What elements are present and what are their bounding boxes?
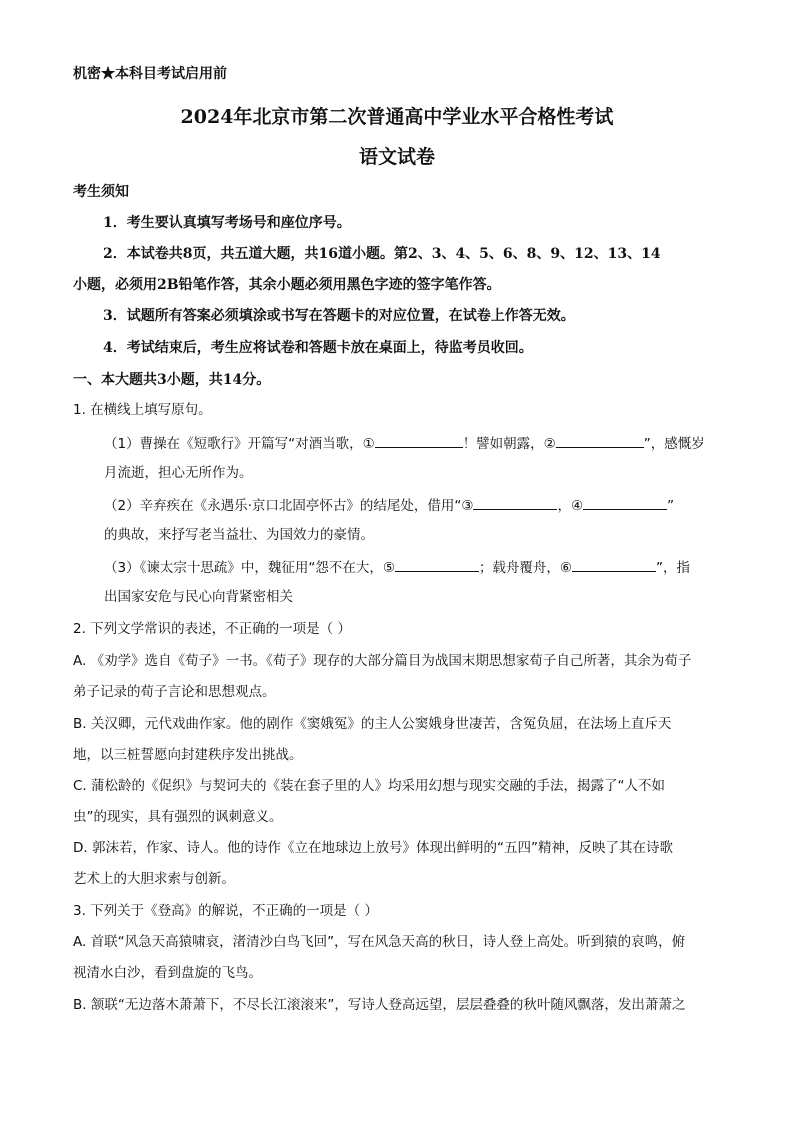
option-line: A. 《劝学》选自《荀子》一书。《荀子》现存的大部分篇目为战国末期思想家荀子自己所著，其余为荀子 <box>73 653 692 669</box>
text-segment: ，④ <box>557 498 584 514</box>
text-segment: （3）《谏太宗十思疏》中，魏征用“怨不在大，⑤ <box>104 560 395 576</box>
answer-blank-5[interactable] <box>395 556 479 572</box>
answer-blank-2[interactable] <box>556 432 644 448</box>
notice-item: 2．本试卷共8页，共五道大题，共16道小题。第2、3、4、5、6、8、9、12、13、14 <box>103 246 661 262</box>
confidential-label: 机密★本科目考试启用前 <box>73 66 227 82</box>
option-line: 地，以三桩誓愿向封建秩序发出挑战。 <box>73 747 303 763</box>
answer-blank-4[interactable] <box>583 494 667 510</box>
option-line: 视清水白沙，看到盘旋的飞鸟。 <box>73 965 262 981</box>
notice-heading: 考生须知 <box>73 184 129 200</box>
notice-item: 小题，必须用2B铅笔作答，其余小题必须用黑色字迹的签字笔作答。 <box>73 277 501 293</box>
option-line: 弟子记录的荀子言论和思想观点。 <box>73 684 276 700</box>
exam-title: 2024年北京市第二次普通高中学业水平合格性考试 <box>180 106 614 128</box>
option-line: A. 首联“风急天高猿啸哀，渚清沙白鸟飞回”，写在风急天高的秋日，诗人登上高处。听到猿的哀鸣，俯 <box>73 934 686 950</box>
exam-subtitle: 语文试卷 <box>358 146 435 168</box>
text-segment: （1）曹操在《短歌行》开篇写“对酒当歌，① <box>104 436 375 452</box>
answer-blank-1[interactable] <box>375 432 463 448</box>
text-segment: ”，感慨岁 <box>643 436 705 452</box>
text-segment: （2）辛弃疾在《永遇乐·京口北固亭怀古》的结尾处，借用“③ <box>104 498 474 514</box>
option-line: 艺术上的大胆求索与创新。 <box>73 871 235 887</box>
option-line: D. 郭沫若，作家、诗人。他的诗作《立在地球边上放号》体现出鲜明的“五四”精神，反映了其在诗歌 <box>73 840 673 856</box>
text-segment: ；载舟覆舟，⑥ <box>478 560 573 576</box>
question-stem: 2. 下列文学常识的表述，不正确的一项是（ ） <box>73 621 351 637</box>
question-line: 出国家安危与民心向背紧密相关 <box>104 589 293 605</box>
notice-item: 3．试题所有答案必须填涂或书写在答题卡的对应位置，在试卷上作答无效。 <box>103 308 575 324</box>
option-line: B. 颔联“无边落木萧萧下，不尽长江滚滚来”，写诗人登高远望，层层叠叠的秋叶随风飘落，发出萧萧之 <box>73 997 686 1013</box>
section-heading: 一、本大题共3小题，共14分。 <box>73 372 271 388</box>
question-stem: 3. 下列关于《登高》的解说，不正确的一项是（ ） <box>73 903 378 919</box>
question-stem: 1. 在横线上填写原句。 <box>73 402 212 418</box>
answer-blank-6[interactable] <box>572 556 656 572</box>
notice-item: 1．考生要认真填写考场号和座位序号。 <box>103 215 351 231</box>
option-line: B. 关汉卿，元代戏曲作家。他的剧作《窦娥冤》的主人公窦娥身世凄苦，含冤负屈，在法场上直斥天 <box>73 716 672 732</box>
question-line <box>104 432 724 454</box>
question-line <box>104 494 724 516</box>
question-line <box>104 556 724 578</box>
option-line: C. 蒲松龄的《促织》与契诃夫的《装在套子里的人》均采用幻想与现实交融的手法，揭露了“人不如 <box>73 778 666 794</box>
text-segment: ” <box>667 498 675 514</box>
text-segment: ！譬如朝露，② <box>462 436 556 452</box>
question-line: 月流逝，担心无所作为。 <box>104 465 253 481</box>
option-line: 虫”的现实，具有强烈的讽刺意义。 <box>73 809 283 825</box>
text-segment: ”，指 <box>656 560 691 576</box>
question-line: 的典故，来抒写老当益壮、为国效力的豪情。 <box>104 527 374 543</box>
notice-item: 4．考试结束后，考生应将试卷和答题卡放在桌面上，待监考员收回。 <box>103 340 533 356</box>
answer-blank-3[interactable] <box>473 494 557 510</box>
